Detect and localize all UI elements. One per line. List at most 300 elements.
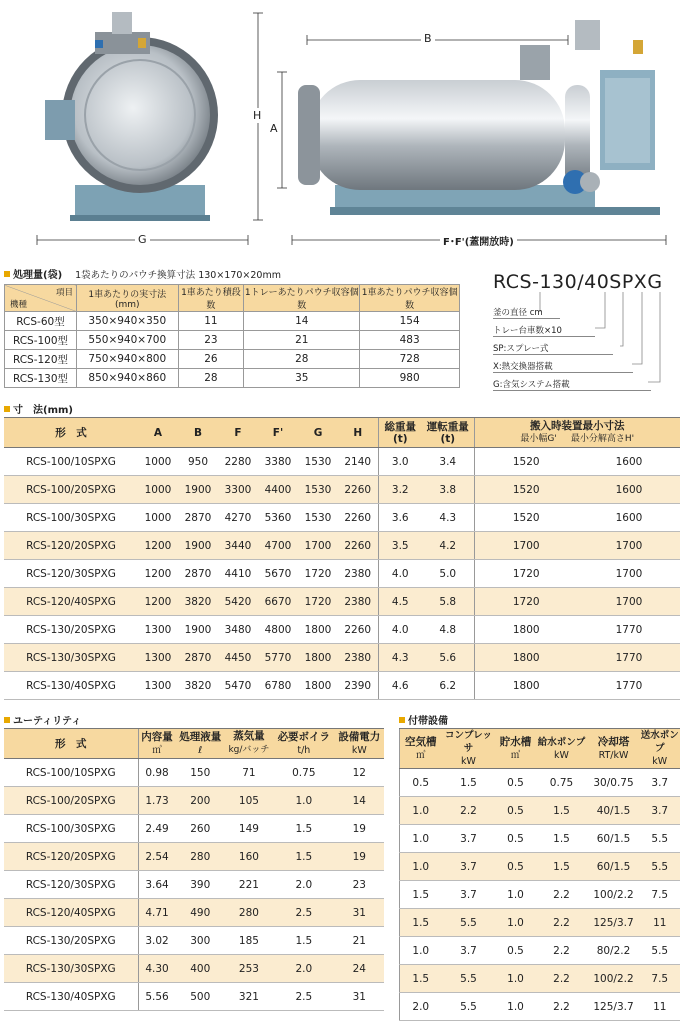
table-cell: 160 <box>225 843 273 871</box>
table-cell: 0.5 <box>496 937 536 965</box>
equipment-header: 給水ポンプ kW <box>536 729 588 769</box>
equipment-header: 冷却塔 RT/kW <box>588 729 640 769</box>
legend-item: X:熱交換器搭載 <box>493 360 633 373</box>
legend-item: G:含気システム搭載 <box>493 378 651 391</box>
table-cell: 80/2.2 <box>588 937 640 965</box>
table-cell: 2.5 <box>273 899 335 927</box>
table-cell: RCS-100/20SPXG <box>4 787 138 815</box>
table-cell: 3300 <box>218 476 258 504</box>
table-cell: 4.5 <box>378 588 422 616</box>
table-cell: 2380 <box>338 588 378 616</box>
table-cell: 3.02 <box>138 927 176 955</box>
table-row <box>400 937 681 965</box>
equipment-table <box>399 728 680 1021</box>
table-cell: 3.6 <box>378 504 422 532</box>
table-cell: 6.2 <box>422 672 474 700</box>
table-cell: 1.5 <box>400 909 442 937</box>
table-cell: 1900 <box>178 616 218 644</box>
table-cell: 950 <box>178 448 218 476</box>
table-cell: 1.5 <box>273 843 335 871</box>
table-cell: 2.49 <box>138 815 176 843</box>
table-cell: 1720 <box>298 560 338 588</box>
table-cell: 0.5 <box>496 797 536 825</box>
table-row <box>400 769 681 797</box>
table-cell: 500 <box>176 983 225 1011</box>
equipment-section-title: 付帯設備 <box>399 712 448 727</box>
table-cell: 5360 <box>258 504 298 532</box>
table-row <box>4 787 384 815</box>
table-cell: 1700 <box>298 532 338 560</box>
table-cell: 2870 <box>178 644 218 672</box>
table-cell: 400 <box>176 955 225 983</box>
table-cell: 4.8 <box>422 616 474 644</box>
utility-header: 必要ボイラ t/h <box>273 729 335 759</box>
table-cell: 5.0 <box>422 560 474 588</box>
table-cell: RCS-120/20SPXG <box>4 532 138 560</box>
table-cell: RCS-100/20SPXG <box>4 476 138 504</box>
table-cell: 3.7 <box>640 769 681 797</box>
table-row <box>4 532 680 560</box>
table-cell: 550×940×700 <box>77 331 179 350</box>
table-cell: 300 <box>176 927 225 955</box>
table-cell: 71 <box>225 759 273 787</box>
table-cell: 7.5 <box>640 881 681 909</box>
table-cell: 1720 <box>474 560 578 588</box>
table-cell: 1520 <box>474 448 578 476</box>
legend-item: 釜の直径 cm <box>493 306 560 319</box>
table-cell: 2390 <box>338 672 378 700</box>
dim-header: 搬入時装置最小寸法 最小幅G' 最小分解高さH' <box>474 418 680 448</box>
utility-section-title: ユーティリティ <box>4 712 81 727</box>
table-cell: 154 <box>360 312 460 331</box>
table-cell: 3.7 <box>442 937 496 965</box>
table-cell: 0.75 <box>536 769 588 797</box>
table-cell: 2260 <box>338 504 378 532</box>
table-cell: 1200 <box>138 532 178 560</box>
table-cell: 28 <box>244 350 360 369</box>
table-cell: 1300 <box>138 672 178 700</box>
table-cell: 1800 <box>474 672 578 700</box>
table-cell: 19 <box>335 843 384 871</box>
table-cell: 3380 <box>258 448 298 476</box>
dim-header: F <box>218 418 258 448</box>
section-marker-icon <box>4 406 10 412</box>
table-cell: 3.5 <box>378 532 422 560</box>
table-cell: RCS-100/10SPXG <box>4 448 138 476</box>
table-cell: 1000 <box>138 504 178 532</box>
table-cell: 1720 <box>474 588 578 616</box>
table-cell: 6670 <box>258 588 298 616</box>
table-cell: 3820 <box>178 672 218 700</box>
table-cell: 260 <box>176 815 225 843</box>
table-cell: 14 <box>335 787 384 815</box>
table-cell: 2.5 <box>273 983 335 1011</box>
table-row <box>4 983 384 1011</box>
table-cell: 21 <box>244 331 360 350</box>
table-cell: 1900 <box>178 476 218 504</box>
table-cell: 4.2 <box>422 532 474 560</box>
dim-header: A <box>138 418 178 448</box>
table-cell: 2380 <box>338 560 378 588</box>
table-cell: 1800 <box>298 644 338 672</box>
table-cell: 26 <box>178 350 244 369</box>
table-cell: 4410 <box>218 560 258 588</box>
section-marker-icon <box>399 717 405 723</box>
table-cell: 5670 <box>258 560 298 588</box>
table-cell: 3.7 <box>442 881 496 909</box>
table-cell: 253 <box>225 955 273 983</box>
table-cell: 1200 <box>138 560 178 588</box>
processing-corner-header: 項目 機種 <box>5 285 77 312</box>
dimensions-table <box>4 417 680 700</box>
table-cell: 11 <box>640 909 681 937</box>
table-cell: 0.75 <box>273 759 335 787</box>
dimensions-section-title: 寸 法(mm) <box>4 401 73 416</box>
table-cell: 149 <box>225 815 273 843</box>
table-cell: RCS-120/40SPXG <box>4 588 138 616</box>
equipment-header: 送水ポンプ kW <box>640 730 679 767</box>
table-cell: RCS-130/40SPXG <box>4 672 138 700</box>
table-cell: 1.0 <box>400 825 442 853</box>
table-cell: 2.2 <box>536 909 588 937</box>
table-cell: 1700 <box>578 532 680 560</box>
table-cell: 350×940×350 <box>77 312 179 331</box>
table-cell: 4.71 <box>138 899 176 927</box>
table-cell: 1300 <box>138 616 178 644</box>
table-cell: 100/2.2 <box>588 965 640 993</box>
table-cell: 19 <box>335 815 384 843</box>
table-cell: 14 <box>244 312 360 331</box>
table-cell: 11 <box>640 993 681 1021</box>
table-cell: 2.0 <box>273 955 335 983</box>
table-cell: 1.5 <box>536 853 588 881</box>
dim-h-label: H <box>253 109 262 122</box>
dim-header: 形 式 <box>4 418 138 448</box>
table-cell: RCS-130/20SPXG <box>4 927 138 955</box>
table-cell: 6780 <box>258 672 298 700</box>
table-cell: 1800 <box>298 672 338 700</box>
table-cell: 2380 <box>338 644 378 672</box>
table-cell: 4.0 <box>378 560 422 588</box>
processing-section-title: 処理量(袋) 1袋あたりのパウチ換算寸法 130×170×20mm <box>4 266 281 281</box>
table-cell: 1600 <box>578 476 680 504</box>
table-cell: 4800 <box>258 616 298 644</box>
table-cell: RCS-120/40SPXG <box>4 899 138 927</box>
table-cell: 4400 <box>258 476 298 504</box>
table-cell: 1800 <box>474 644 578 672</box>
table-row <box>4 955 384 983</box>
section-marker-icon <box>4 717 10 723</box>
table-cell: 1.5 <box>536 825 588 853</box>
table-cell: 23 <box>335 871 384 899</box>
dim-f-label: F･F'(蓋開放時) <box>440 233 517 248</box>
dim-header: H <box>338 418 378 448</box>
dim-b-label: B <box>421 32 435 45</box>
table-cell: 1.0 <box>400 797 442 825</box>
table-cell: RCS-100/30SPXG <box>4 504 138 532</box>
table-cell: RCS-120/20SPXG <box>4 843 138 871</box>
table-cell: 1770 <box>578 644 680 672</box>
table-cell: 0.5 <box>496 825 536 853</box>
dim-a-label: A <box>270 122 278 135</box>
table-cell: 0.5 <box>400 769 442 797</box>
table-cell: 4.0 <box>378 616 422 644</box>
table-cell: 280 <box>225 899 273 927</box>
table-cell: 1700 <box>578 560 680 588</box>
table-cell: 1.5 <box>400 965 442 993</box>
table-cell: 125/3.7 <box>588 909 640 937</box>
table-cell: 3.7 <box>640 797 681 825</box>
processing-header: 1車あたりパウチ収容個数 <box>360 285 460 312</box>
table-row <box>4 616 680 644</box>
table-cell: 850×940×860 <box>77 369 179 388</box>
table-cell: 1600 <box>578 448 680 476</box>
table-row <box>4 759 384 787</box>
table-cell: 483 <box>360 331 460 350</box>
front-view <box>45 12 218 221</box>
table-cell: 5.5 <box>640 853 681 881</box>
table-row <box>400 993 681 1021</box>
table-cell: 0.5 <box>496 769 536 797</box>
processing-header: 1車あたりの実寸法(mm) <box>77 285 179 312</box>
table-cell: 7.5 <box>640 965 681 993</box>
table-cell: 150 <box>176 759 225 787</box>
table-cell: 4.3 <box>422 504 474 532</box>
section-marker-icon <box>4 271 10 277</box>
table-cell: RCS-60型 <box>5 312 77 331</box>
table-cell: 200 <box>176 787 225 815</box>
table-cell: 5770 <box>258 644 298 672</box>
table-cell: 2280 <box>218 448 258 476</box>
table-cell: 1530 <box>298 448 338 476</box>
table-cell: 1600 <box>578 504 680 532</box>
utility-header: 形 式 <box>4 729 138 759</box>
table-cell: 11 <box>178 312 244 331</box>
utility-header: 内容量 ㎥ <box>138 729 176 759</box>
table-cell: 1.5 <box>442 769 496 797</box>
model-code: RCS-130/40SPXG <box>493 271 663 293</box>
table-cell: 4450 <box>218 644 258 672</box>
table-cell: 3.8 <box>422 476 474 504</box>
table-cell: 1.5 <box>400 881 442 909</box>
table-cell: 40/1.5 <box>588 797 640 825</box>
table-cell: RCS-130型 <box>5 369 77 388</box>
table-cell: 2140 <box>338 448 378 476</box>
table-cell: 100/2.2 <box>588 881 640 909</box>
table-cell: 980 <box>360 369 460 388</box>
table-cell: 750×940×800 <box>77 350 179 369</box>
table-cell: RCS-130/40SPXG <box>4 983 138 1011</box>
table-cell: 2.2 <box>536 993 588 1021</box>
table-cell: 1700 <box>474 532 578 560</box>
processing-header: 1トレーあたりパウチ収容個数 <box>244 285 360 312</box>
table-cell: 1800 <box>298 616 338 644</box>
table-cell: 3.2 <box>378 476 422 504</box>
table-cell: 280 <box>176 843 225 871</box>
table-cell: 5470 <box>218 672 258 700</box>
table-cell: 2870 <box>178 504 218 532</box>
table-cell: RCS-100/30SPXG <box>4 815 138 843</box>
table-row <box>400 909 681 937</box>
table-cell: 1300 <box>138 644 178 672</box>
table-cell: 1.0 <box>496 881 536 909</box>
table-cell: 490 <box>176 899 225 927</box>
table-cell: RCS-100/10SPXG <box>4 759 138 787</box>
table-cell: 31 <box>335 899 384 927</box>
table-cell: RCS-100型 <box>5 331 77 350</box>
table-cell: 5.56 <box>138 983 176 1011</box>
table-cell: 21 <box>335 927 384 955</box>
table-cell: 1700 <box>578 588 680 616</box>
table-cell: 1000 <box>138 476 178 504</box>
table-cell: 4270 <box>218 504 258 532</box>
table-row <box>4 504 680 532</box>
equipment-header: 貯水槽 ㎥ <box>496 729 536 769</box>
table-cell: 5.5 <box>442 909 496 937</box>
table-cell: 3480 <box>218 616 258 644</box>
table-row <box>5 312 460 331</box>
table-cell: RCS-120/30SPXG <box>4 871 138 899</box>
table-cell: 2.54 <box>138 843 176 871</box>
table-cell: 28 <box>178 369 244 388</box>
table-row <box>400 853 681 881</box>
table-cell: RCS-130/30SPXG <box>4 955 138 983</box>
table-row <box>4 588 680 616</box>
table-cell: 321 <box>225 983 273 1011</box>
table-cell: 24 <box>335 955 384 983</box>
table-row <box>400 965 681 993</box>
table-cell: 125/3.7 <box>588 993 640 1021</box>
table-cell: 1.0 <box>273 787 335 815</box>
processing-table <box>4 284 460 388</box>
table-cell: 2260 <box>338 532 378 560</box>
table-cell: 3.0 <box>378 448 422 476</box>
table-row <box>5 369 460 388</box>
table-cell: 1520 <box>474 504 578 532</box>
table-cell: RCS-120/30SPXG <box>4 560 138 588</box>
table-cell: 1.0 <box>400 937 442 965</box>
table-cell: 2.0 <box>400 993 442 1021</box>
table-row <box>4 644 680 672</box>
table-cell: 0.98 <box>138 759 176 787</box>
table-cell: 3.7 <box>442 825 496 853</box>
table-cell: 12 <box>335 759 384 787</box>
table-cell: 3.64 <box>138 871 176 899</box>
table-cell: 31 <box>335 983 384 1011</box>
table-cell: 2870 <box>178 560 218 588</box>
table-row <box>4 476 680 504</box>
legend-item: SP:スプレー式 <box>493 342 613 355</box>
legend-item: トレー台車数×10 <box>493 324 595 337</box>
dim-header: B <box>178 418 218 448</box>
utility-header: 蒸気量 kg/バッチ <box>225 729 273 759</box>
table-cell: 1520 <box>474 476 578 504</box>
table-cell: 5.5 <box>442 965 496 993</box>
table-cell: 221 <box>225 871 273 899</box>
table-cell: 60/1.5 <box>588 853 640 881</box>
table-cell: 728 <box>360 350 460 369</box>
table-cell: 1.0 <box>400 853 442 881</box>
table-cell: RCS-120型 <box>5 350 77 369</box>
retort-illustration <box>0 0 684 255</box>
table-cell: 1900 <box>178 532 218 560</box>
table-cell: 2.2 <box>536 937 588 965</box>
table-cell: 3440 <box>218 532 258 560</box>
table-cell: 0.5 <box>496 853 536 881</box>
table-row <box>4 927 384 955</box>
table-row <box>4 871 384 899</box>
table-cell: 60/1.5 <box>588 825 640 853</box>
model-code-legend <box>493 292 683 402</box>
table-row <box>5 331 460 350</box>
table-cell: 1.0 <box>496 993 536 1021</box>
table-cell: 3.7 <box>442 853 496 881</box>
table-cell: 5.5 <box>442 993 496 1021</box>
table-row <box>400 881 681 909</box>
dim-header: G <box>298 418 338 448</box>
table-cell: 2260 <box>338 476 378 504</box>
side-view <box>298 20 660 215</box>
table-cell: 1720 <box>298 588 338 616</box>
table-cell: 5420 <box>218 588 258 616</box>
table-row <box>4 448 680 476</box>
dim-header: 総重量 (t) <box>378 418 422 448</box>
table-cell: 1770 <box>578 672 680 700</box>
table-row <box>400 797 681 825</box>
table-cell: 390 <box>176 871 225 899</box>
table-cell: 4700 <box>258 532 298 560</box>
dim-header: F' <box>258 418 298 448</box>
table-row <box>4 899 384 927</box>
table-cell: 1.5 <box>273 815 335 843</box>
table-row <box>4 672 680 700</box>
table-cell: 1200 <box>138 588 178 616</box>
table-cell: 1.73 <box>138 787 176 815</box>
table-cell: 2260 <box>338 616 378 644</box>
dim-header: 運転重量 (t) <box>422 418 474 448</box>
processing-header: 1車あたり積段数 <box>178 285 244 312</box>
table-cell: 1.0 <box>496 965 536 993</box>
utility-header: 設備電力 kW <box>335 729 384 759</box>
table-cell: 3.4 <box>422 448 474 476</box>
utility-header: 処理液量 ℓ <box>176 729 225 759</box>
dim-g-label: G <box>135 233 150 246</box>
table-cell: 5.5 <box>640 825 681 853</box>
table-cell: 2.2 <box>536 881 588 909</box>
table-cell: 1530 <box>298 504 338 532</box>
table-cell: 30/0.75 <box>588 769 640 797</box>
table-cell: 1.0 <box>496 909 536 937</box>
table-row <box>4 815 384 843</box>
table-cell: 1000 <box>138 448 178 476</box>
table-cell: 105 <box>225 787 273 815</box>
table-cell: 1.5 <box>273 927 335 955</box>
table-cell: 2.2 <box>442 797 496 825</box>
table-cell: 1530 <box>298 476 338 504</box>
table-cell: 4.3 <box>378 644 422 672</box>
table-cell: 1.5 <box>536 797 588 825</box>
table-cell: 185 <box>225 927 273 955</box>
table-cell: 3820 <box>178 588 218 616</box>
processing-note: 1袋あたりのパウチ換算寸法 130×170×20mm <box>75 269 281 281</box>
utility-table <box>4 728 384 1011</box>
table-cell: 4.30 <box>138 955 176 983</box>
equipment-header: 空気槽 ㎥ <box>400 729 442 769</box>
equipment-header: コンプレッサ kW <box>442 729 496 769</box>
table-cell: 4.6 <box>378 672 422 700</box>
table-row <box>4 560 680 588</box>
table-cell: 1770 <box>578 616 680 644</box>
